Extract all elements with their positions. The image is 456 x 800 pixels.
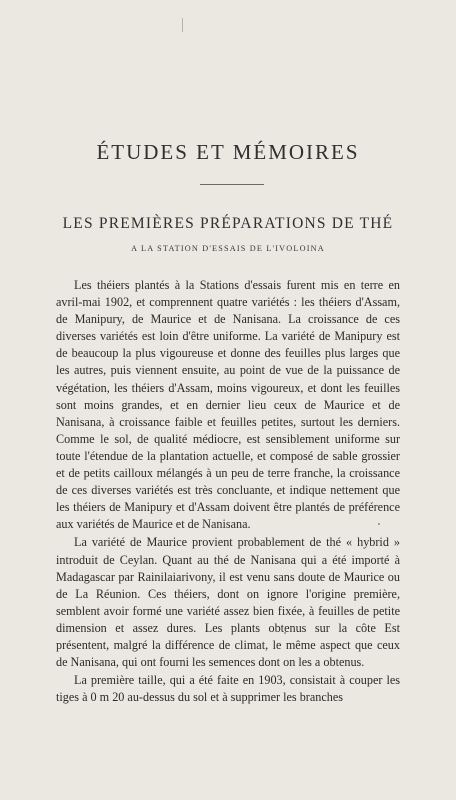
- heading-rule: [200, 184, 264, 185]
- margin-mark: [182, 18, 183, 32]
- paragraph: La première taille, qui a été faite en 1903, consistait à couper les tiges à 0 m 20 au-dessus du sol et à supprimer les branches: [56, 673, 400, 705]
- section-heading: ÉTUDES ET MÉMOIRES: [96, 140, 360, 164]
- article-title: LES PREMIÈRES PRÉPARATIONS DE THÉ: [62, 215, 394, 232]
- paragraph: Les théiers plantés à la Stations d'essais furent mis en terre en avril-mai 1902, et comprennent quatre variétés : les théiers d'Assam, de Manipury, de Maurice et de Nanisana. La croissance de ces diverses variétés est loin d'être uniforme. La variété de Manipury est de beaucoup la plus vigoureuse et donne des feuilles plus larges que les autres, puis viennent ensuite, au point de vue de la puissance de végétation, les théiers d'Assam, moins vigoureux, et dont les feuilles sont moins grandes, et en dernier lieu ceux de Maurice et de Nanisana, à croissance faible et feuilles petites, surtout les derniers. Comme le sol, de qualité médiocre, est sensiblement uniforme sur toute l'étendue de la plantation actuelle, et composé de sable grossier et de petits cailloux mélangés à un peu de terre franche, la croissance de ces diverses variétés est très concluante, et indique nettement que les théiers de Manipury et d'Assam doivent être plantés de préférence aux variétés de Maurice et de Nanisana.: [56, 278, 400, 532]
- paragraph: La variété de Maurice provient probablement de thé « hybrid » introduit de Ceylan. Quant au thé de Nanisana qui a été importé à Madagascar par Rainilaiarivony, il est venu sans doute de Maurice ou de La Réunion. Ces théiers, dont on ignore l'origine première, semblent avoir formé une variété assez bien fixée, à feuilles de petite dimension et assez dures. Les plants obtenus sur la côte Est présentent, malgré la différence de climat, le même aspect que ceux de Nanisana, qui ont fourni les semences dont on les a obtenus.: [56, 535, 400, 670]
- article-body: [56, 277, 400, 706]
- article-subtitle: A LA STATION D'ESSAIS DE L'IVOLOINA: [131, 244, 325, 253]
